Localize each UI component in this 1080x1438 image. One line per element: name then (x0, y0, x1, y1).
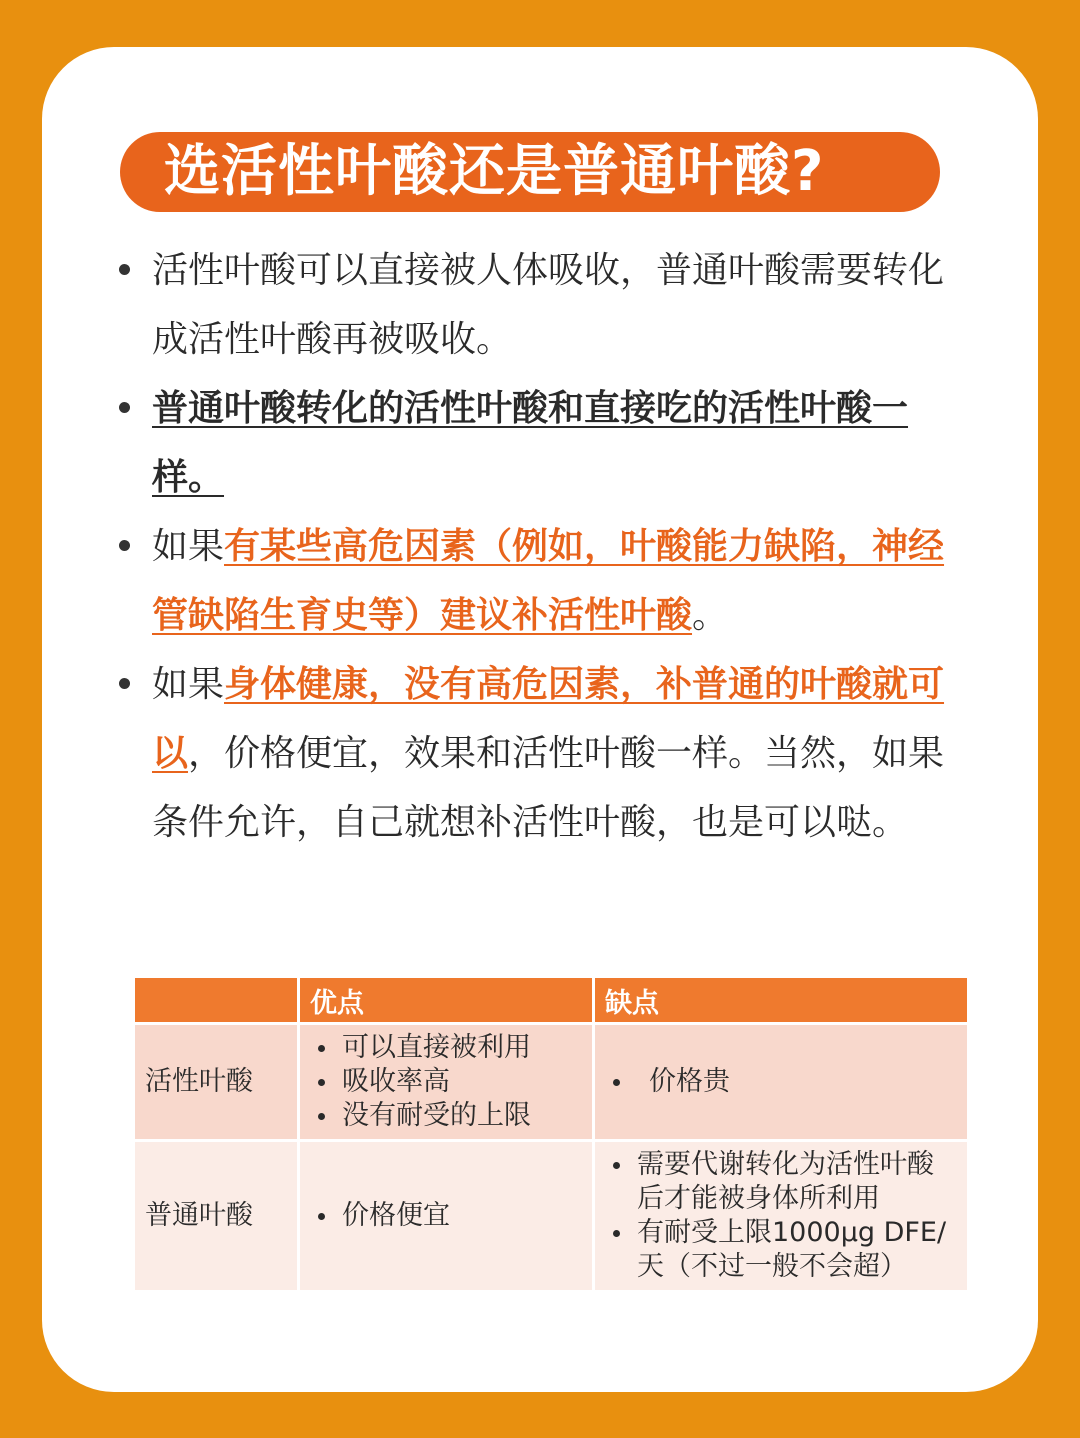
table-header-empty (135, 978, 299, 1024)
cons-text: 价格贵 (649, 1066, 730, 1097)
bullet-suffix: ，价格便宜，效果和活性叶酸一样。当然，如果条件允许，自己就想补活性叶酸，也是可以哒。 (152, 733, 945, 843)
bullet-dot-icon (318, 1113, 325, 1120)
list-item (605, 1148, 957, 1216)
bullet-dot-icon (119, 678, 130, 689)
pros-text: 没有耐受的上限 (342, 1100, 531, 1131)
bullet-emphasis: 身体健康，没有高危因素，补普通的叶酸就可以 (152, 664, 945, 774)
list-item (310, 1065, 582, 1099)
pros-cell (299, 1141, 594, 1292)
pros-cell (299, 1024, 594, 1141)
bullet-dot-icon (613, 1079, 620, 1086)
bullet-item (152, 374, 952, 512)
cons-cell (594, 1141, 969, 1292)
bullet-emphasis: 有某些高危因素（例如，叶酸能力缺陷，神经管缺陷生育史等）建议补活性叶酸 (152, 526, 945, 636)
cons-text: 需要代谢转化为活性叶酸后才能被身体所利用 (637, 1149, 934, 1214)
row-name-cell: 普通叶酸 (135, 1141, 299, 1292)
list-item (310, 1031, 582, 1065)
list-item (310, 1099, 582, 1133)
bullet-dot-icon (119, 402, 130, 413)
pros-text: 价格便宜 (342, 1200, 450, 1231)
bullet-prefix: 如果 (152, 664, 225, 705)
bullet-item (152, 236, 952, 374)
pros-text: 可以直接被利用 (342, 1032, 531, 1063)
bullet-item (152, 512, 952, 650)
table-header-row (135, 978, 969, 1024)
bullet-dot-icon (318, 1079, 325, 1086)
table-row (135, 1024, 969, 1141)
comparison-table (135, 978, 970, 1293)
bullet-dot-icon (613, 1230, 620, 1237)
bullet-dot-icon (613, 1162, 620, 1169)
bullet-suffix: 。 (692, 595, 729, 636)
table-header-cons: 缺点 (594, 978, 969, 1024)
cons-text: 有耐受上限1000μg DFE/天（不过一般不会超） (637, 1217, 947, 1282)
bullet-dot-icon (318, 1045, 325, 1052)
bullet-emphasis: 普通叶酸转化的活性叶酸和直接吃的活性叶酸一样。 (152, 388, 909, 498)
row-name-cell: 活性叶酸 (135, 1024, 299, 1141)
bullet-list (152, 236, 952, 857)
bullet-dot-icon (318, 1213, 325, 1220)
bullet-dot-icon (119, 540, 130, 551)
bullet-dot-icon (119, 264, 130, 275)
bullet-item (152, 650, 952, 857)
table-row (135, 1141, 969, 1292)
cons-cell (594, 1024, 969, 1141)
bullet-text: 活性叶酸可以直接被人体吸收，普通叶酸需要转化成活性叶酸再被吸收。 (152, 250, 945, 360)
list-item (310, 1199, 582, 1233)
pros-text: 吸收率高 (342, 1066, 450, 1097)
list-item (605, 1065, 957, 1099)
table-header-pros: 优点 (299, 978, 594, 1024)
list-item (605, 1216, 957, 1284)
bullet-prefix: 如果 (152, 526, 225, 567)
page-title: 选活性叶酸还是普通叶酸? (120, 132, 940, 212)
